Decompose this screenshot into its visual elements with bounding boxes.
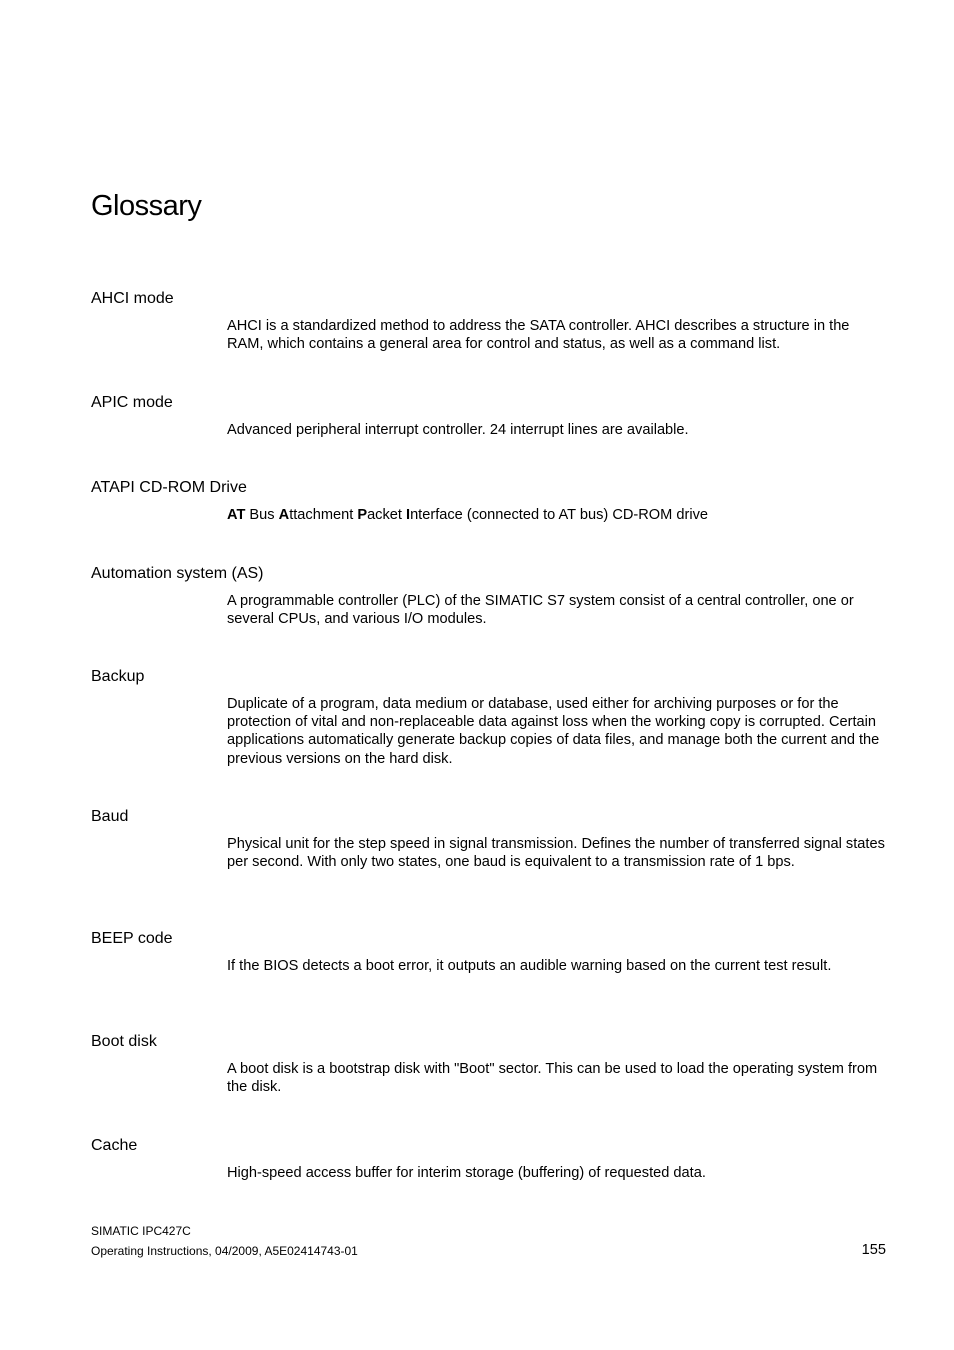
- definition-apic-mode: Advanced peripheral interrupt controller. 24 interrupt lines are available.: [227, 422, 689, 438]
- term-automation-system: Automation system (AS): [91, 565, 264, 582]
- term-boot-disk: Boot disk: [91, 1033, 157, 1050]
- definition-beep-code: If the BIOS detects a boot error, it outputs an audible warning based on the current test result.: [227, 958, 832, 974]
- definition-part: I: [406, 507, 411, 523]
- term-baud: Baud: [91, 808, 129, 825]
- definition-backup: Duplicate of a program, data medium or database, used either for archiving purposes or for the protection of vital and non-replaceable data against loss when the working copy is corrupted. Certain applications automatically generate backup copies of data files, and manage both the current and the previous versions on the hard disk.: [227, 696, 880, 767]
- footer-doc-info: Operating Instructions, 04/2009, A5E02414743-01: [91, 1244, 358, 1258]
- definition-cache: High-speed access buffer for interim storage (buffering) of requested data.: [227, 1165, 706, 1181]
- term-apic-mode: APIC mode: [91, 394, 173, 411]
- term-backup: Backup: [91, 668, 145, 685]
- definition-part: ttachment: [289, 507, 358, 523]
- definition-part: acket: [367, 507, 406, 523]
- definition-part: A: [278, 507, 290, 523]
- term-cache: Cache: [91, 1137, 138, 1154]
- definition-ahci-mode: AHCI is a standardized method to address the SATA controller. AHCI describes a structure in the RAM, which contains a general area for control and status, as well as a command list.: [227, 318, 850, 353]
- definition-part: AT: [227, 507, 246, 523]
- definition-baud: Physical unit for the step speed in signal transmission. Defines the number of transferred signal states per second. With only two states, one baud is equivalent to a transmission rate of 1 bps.: [227, 836, 885, 871]
- footer-product: SIMATIC IPC427C: [91, 1224, 191, 1238]
- definition-automation-system: A programmable controller (PLC) of the SIMATIC S7 system consist of a central controller, one or several CPUs, and various I/O modules.: [227, 593, 854, 628]
- page-title: Glossary: [91, 190, 202, 222]
- page-number: 155: [861, 1242, 886, 1258]
- term-beep-code: BEEP code: [91, 930, 173, 947]
- definition-part: P: [357, 507, 368, 523]
- definition-part: Bus: [245, 507, 279, 523]
- term-ahci-mode: AHCI mode: [91, 290, 174, 307]
- definition-boot-disk: A boot disk is a bootstrap disk with "Boot" sector. This can be used to load the operating system from the disk.: [227, 1061, 878, 1096]
- definition-atapi-cdrom-drive: [227, 506, 887, 524]
- term-atapi-cdrom-drive: ATAPI CD-ROM Drive: [91, 479, 247, 496]
- definition-part: nterface (connected to AT bus) CD-ROM drive: [410, 507, 709, 523]
